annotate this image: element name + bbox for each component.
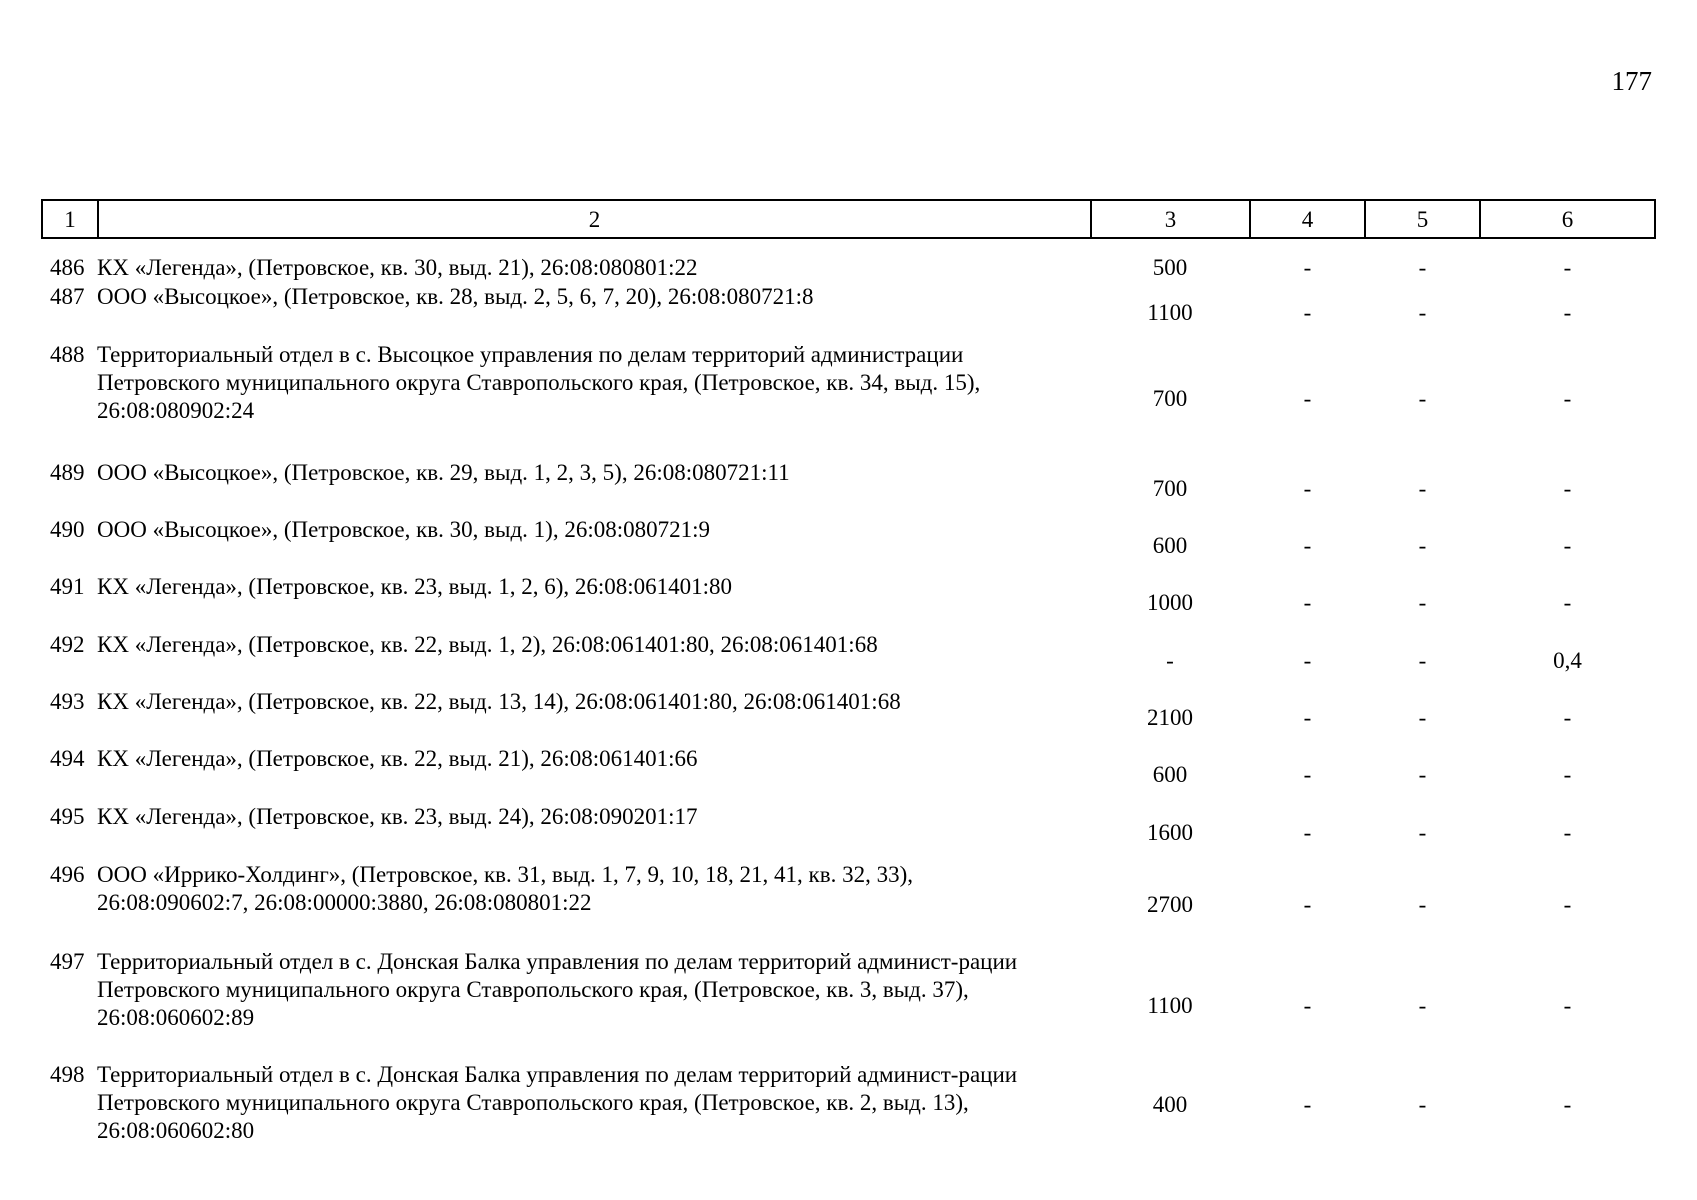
- column-header-4: 4: [1250, 200, 1365, 238]
- row-description: [97, 254, 1097, 282]
- row-number: 497: [50, 949, 85, 974]
- cell-col-6: -: [1563, 590, 1572, 615]
- row-description: [97, 688, 1097, 716]
- description-line: 26:08:060602:89: [97, 1005, 255, 1030]
- description-line: Петровского муниципального округа Ставропольского края, (Петровское, кв. 2, выд. 13),: [97, 1090, 969, 1115]
- cell-col-6: -: [1563, 762, 1572, 787]
- cell-col-6: 0,4: [1553, 648, 1582, 673]
- cell-col-4: -: [1303, 705, 1312, 730]
- description-line: КХ «Легенда», (Петровское, кв. 22, выд. 21), 26:08:061401:66: [97, 746, 698, 771]
- description-line: ООО «Высоцкое», (Петровское, кв. 29, выд. 1, 2, 3, 5), 26:08:080721:11: [97, 460, 790, 485]
- description-line: Петровского муниципального округа Ставропольского края, (Петровское, кв. 34, выд. 15),: [97, 370, 981, 395]
- row-number: 488: [50, 342, 85, 367]
- cell-col-3: 1600: [1147, 820, 1193, 845]
- row-number: 487: [50, 284, 85, 309]
- row-number: 496: [50, 862, 85, 887]
- column-header-6: 6: [1480, 200, 1655, 238]
- cell-col-3: -: [1166, 648, 1174, 673]
- cell-col-5: -: [1418, 993, 1427, 1018]
- cell-col-5: -: [1418, 386, 1427, 411]
- row-description: [97, 459, 1097, 487]
- column-header-1: 1: [42, 200, 98, 238]
- description-line: 26:08:080902:24: [97, 398, 255, 423]
- cell-col-5: -: [1418, 705, 1427, 730]
- cell-col-5: -: [1418, 476, 1427, 501]
- row-number: 491: [50, 574, 85, 599]
- cell-col-4: -: [1303, 892, 1312, 917]
- cell-col-4: -: [1303, 533, 1312, 558]
- cell-col-4: -: [1303, 820, 1312, 845]
- row-description: [97, 1061, 1097, 1145]
- row-description: [97, 861, 1097, 917]
- description-line: Территориальный отдел в с. Высоцкое управления по делам территорий администрации: [97, 342, 964, 367]
- cell-col-5: -: [1418, 648, 1427, 673]
- cell-col-3: 2700: [1147, 892, 1193, 917]
- description-line: Петровского муниципального округа Ставропольского края, (Петровское, кв. 3, выд. 37),: [97, 977, 969, 1002]
- cell-col-3: 700: [1152, 386, 1188, 411]
- description-line: КХ «Легенда», (Петровское, кв. 22, выд. 13, 14), 26:08:061401:80, 26:08:061401:68: [97, 689, 901, 714]
- cell-col-6: -: [1563, 705, 1572, 730]
- cell-col-3: 400: [1152, 1092, 1188, 1117]
- cell-col-6: -: [1563, 993, 1572, 1018]
- row-number: 490: [50, 517, 85, 542]
- cell-col-5: -: [1418, 762, 1427, 787]
- cell-col-3: 1100: [1147, 300, 1193, 325]
- cell-col-4: -: [1303, 1092, 1312, 1117]
- cell-col-5: -: [1418, 533, 1427, 558]
- cell-col-6: -: [1563, 476, 1572, 501]
- description-line: КХ «Легенда», (Петровское, кв. 23, выд. 24), 26:08:090201:17: [97, 804, 698, 829]
- cell-col-6: -: [1563, 820, 1572, 845]
- cell-col-4: -: [1303, 255, 1312, 280]
- cell-col-3: 600: [1152, 762, 1188, 787]
- cell-col-6: -: [1563, 533, 1572, 558]
- description-line: КХ «Легенда», (Петровское, кв. 22, выд. 1, 2), 26:08:061401:80, 26:08:061401:68: [97, 632, 878, 657]
- row-number: 494: [50, 746, 85, 771]
- row-description: [97, 948, 1097, 1032]
- row-number: 492: [50, 632, 85, 657]
- column-header-2: 2: [98, 200, 1091, 238]
- row-description: [97, 283, 1097, 311]
- cell-col-5: -: [1418, 1092, 1427, 1117]
- row-number: 486: [50, 255, 85, 280]
- cell-col-3: 1000: [1147, 590, 1193, 615]
- description-line: КХ «Легенда», (Петровское, кв. 30, выд. 21), 26:08:080801:22: [97, 255, 698, 280]
- column-header-5: 5: [1365, 200, 1480, 238]
- column-header-3: 3: [1091, 200, 1250, 238]
- cell-col-5: -: [1418, 255, 1427, 280]
- description-line: ООО «Высоцкое», (Петровское, кв. 28, выд. 2, 5, 6, 7, 20), 26:08:080721:8: [97, 284, 814, 309]
- cell-col-4: -: [1303, 300, 1312, 325]
- description-line: КХ «Легенда», (Петровское, кв. 23, выд. 1, 2, 6), 26:08:061401:80: [97, 574, 733, 599]
- row-description: [97, 745, 1097, 773]
- description-line: 26:08:090602:7, 26:08:00000:3880, 26:08:080801:22: [97, 890, 592, 915]
- cell-col-3: 2100: [1147, 705, 1193, 730]
- description-line: ООО «Высоцкое», (Петровское, кв. 30, выд. 1), 26:08:080721:9: [97, 517, 711, 542]
- cell-col-6: -: [1563, 255, 1572, 280]
- page-number: 177: [1611, 66, 1652, 96]
- cell-col-6: -: [1563, 386, 1572, 411]
- description-line: 26:08:060602:80: [97, 1118, 255, 1143]
- row-number: 493: [50, 689, 85, 714]
- description-line: ООО «Иррико-Холдинг», (Петровское, кв. 31, выд. 1, 7, 9, 10, 18, 21, 41, кв. 32, 33),: [97, 862, 913, 887]
- row-description: [97, 803, 1097, 831]
- row-number: 498: [50, 1062, 85, 1087]
- cell-col-3: 600: [1152, 533, 1188, 558]
- cell-col-4: -: [1303, 476, 1312, 501]
- cell-col-3: 500: [1152, 255, 1188, 280]
- row-description: [97, 516, 1097, 544]
- cell-col-4: -: [1303, 590, 1312, 615]
- row-number: 489: [50, 460, 85, 485]
- cell-col-5: -: [1418, 300, 1427, 325]
- cell-col-5: -: [1418, 820, 1427, 845]
- cell-col-3: 700: [1152, 476, 1188, 501]
- cell-col-6: -: [1563, 300, 1572, 325]
- row-description: [97, 341, 1097, 425]
- cell-col-4: -: [1303, 993, 1312, 1018]
- description-line: Территориальный отдел в с. Донская Балка управления по делам территорий админист-рации: [97, 949, 1018, 974]
- cell-col-5: -: [1418, 892, 1427, 917]
- cell-col-4: -: [1303, 762, 1312, 787]
- cell-col-5: -: [1418, 590, 1427, 615]
- row-description: [97, 573, 1097, 601]
- description-line: Территориальный отдел в с. Донская Балка управления по делам территорий админист-рации: [97, 1062, 1018, 1087]
- row-description: [97, 631, 1097, 659]
- cell-col-6: -: [1563, 1092, 1572, 1117]
- cell-col-6: -: [1563, 892, 1572, 917]
- cell-col-4: -: [1303, 648, 1312, 673]
- cell-col-3: 1100: [1147, 993, 1193, 1018]
- row-number: 495: [50, 804, 85, 829]
- cell-col-4: -: [1303, 386, 1312, 411]
